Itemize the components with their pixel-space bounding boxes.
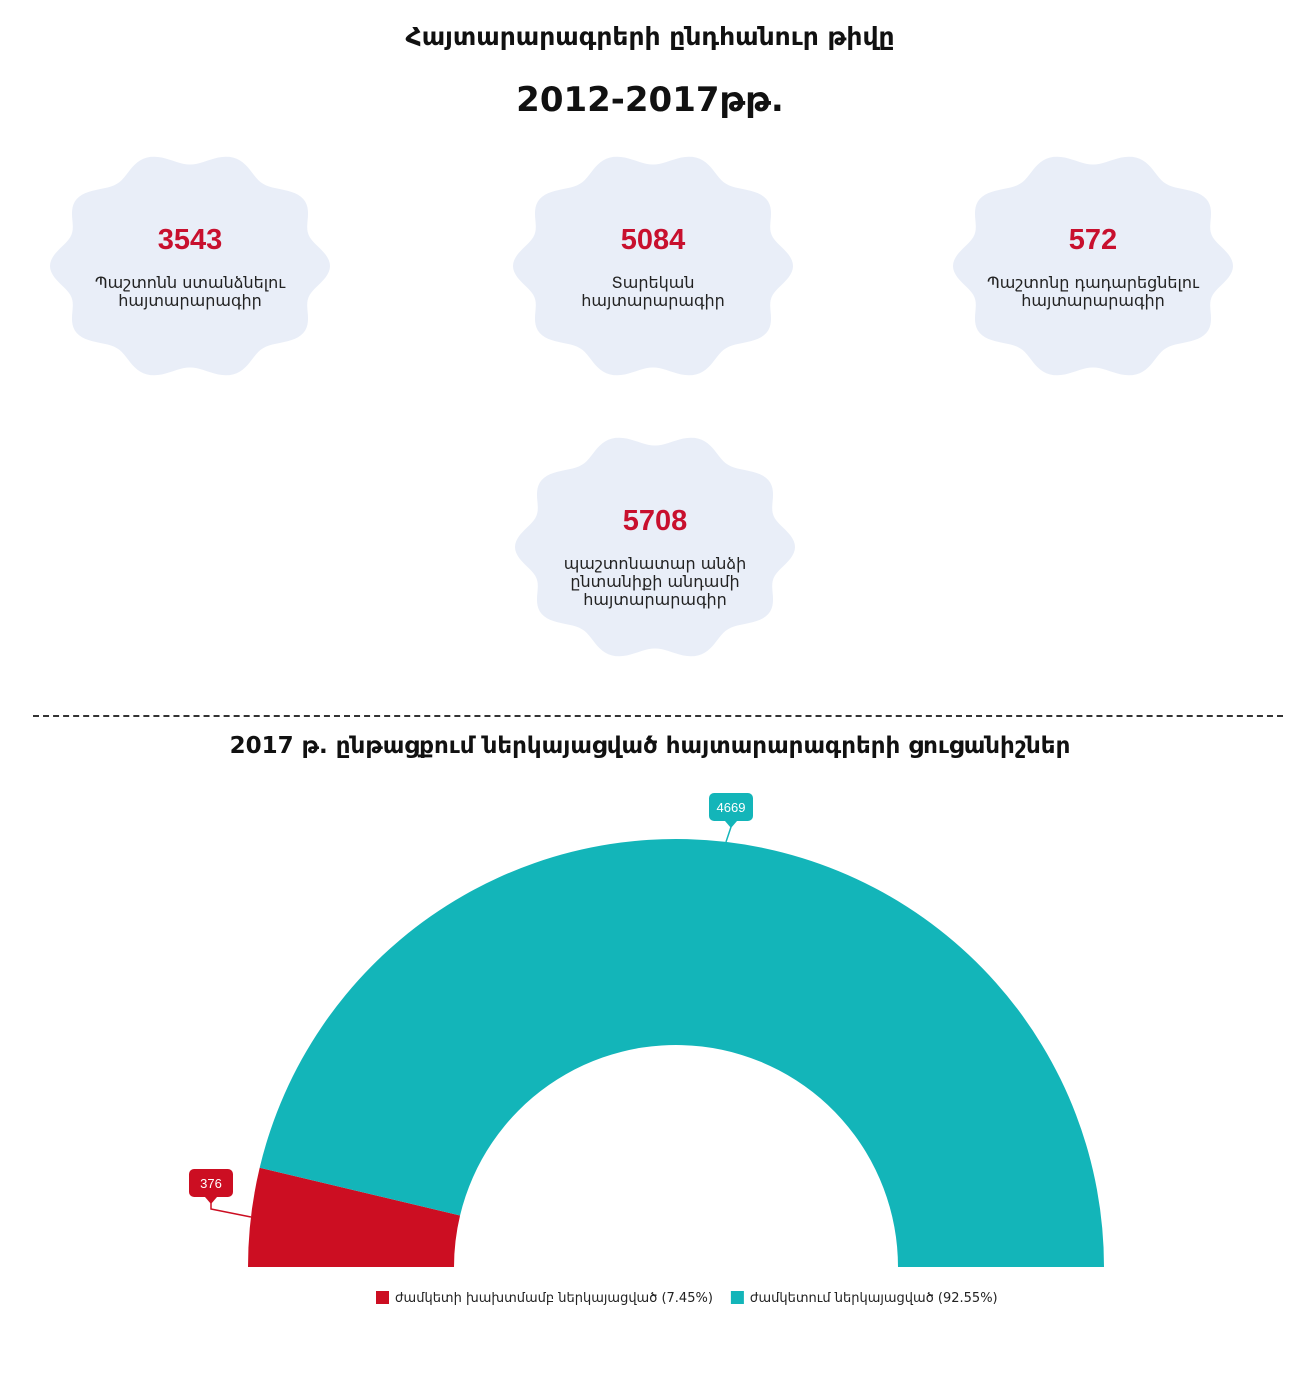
badge-number: 3543 <box>157 224 223 256</box>
legend-item-1 <box>731 1291 998 1306</box>
label-leader-line <box>726 827 731 842</box>
label-leader-line <box>211 1197 251 1217</box>
badge-leave-office <box>948 150 1238 382</box>
label-value: 376 <box>200 1176 222 1191</box>
label-pointer <box>205 1197 217 1204</box>
badge-number: 572 <box>1068 224 1118 256</box>
badge-blob-shape <box>948 150 1238 382</box>
badge-family-member <box>510 431 800 663</box>
label-value: 4669 <box>716 800 746 815</box>
badge-annual <box>508 150 798 382</box>
legend <box>376 1291 998 1306</box>
badge-blob-shape <box>510 431 800 663</box>
section-divider <box>33 715 1283 717</box>
badge-blob-shape <box>45 150 335 382</box>
label-pointer <box>725 821 737 828</box>
badge-blob-shape <box>508 150 798 382</box>
badge-assume-office <box>45 150 335 382</box>
badge-label: Տարեկան հայտարարագիր <box>581 273 725 310</box>
badge-label: պաշտոնատար անձի ընտանիքի անդամի հայտարարագիր <box>563 554 747 609</box>
data-label-0 <box>189 1169 251 1217</box>
donut-chart <box>0 780 1300 1340</box>
period-title: 2012-2017թթ. <box>516 80 784 120</box>
legend-label: ժամկետի խախտմամբ ներկայացված (7.45%) <box>395 1291 713 1306</box>
badge-label: Պաշտոնը դադարեցնելու հայտարարագիր <box>987 273 1199 310</box>
legend-swatch <box>731 1291 744 1304</box>
main-title: Հայտարարագրերի ընդհանուր թիվը <box>405 22 895 51</box>
data-label-1 <box>709 793 753 842</box>
badge-label: Պաշտոնն ստանձնելու հայտարարագիր <box>94 273 286 310</box>
chart-title: 2017 թ. ընթացքում ներկայացված հայտարարագրերի ցուցանիշներ <box>229 733 1071 759</box>
badge-number: 5708 <box>622 505 688 537</box>
badge-number: 5084 <box>620 224 686 256</box>
legend-item-0 <box>376 1291 713 1306</box>
legend-label: ժամկետում ներկայացված (92.55%) <box>749 1291 998 1306</box>
legend-swatch <box>376 1291 389 1304</box>
